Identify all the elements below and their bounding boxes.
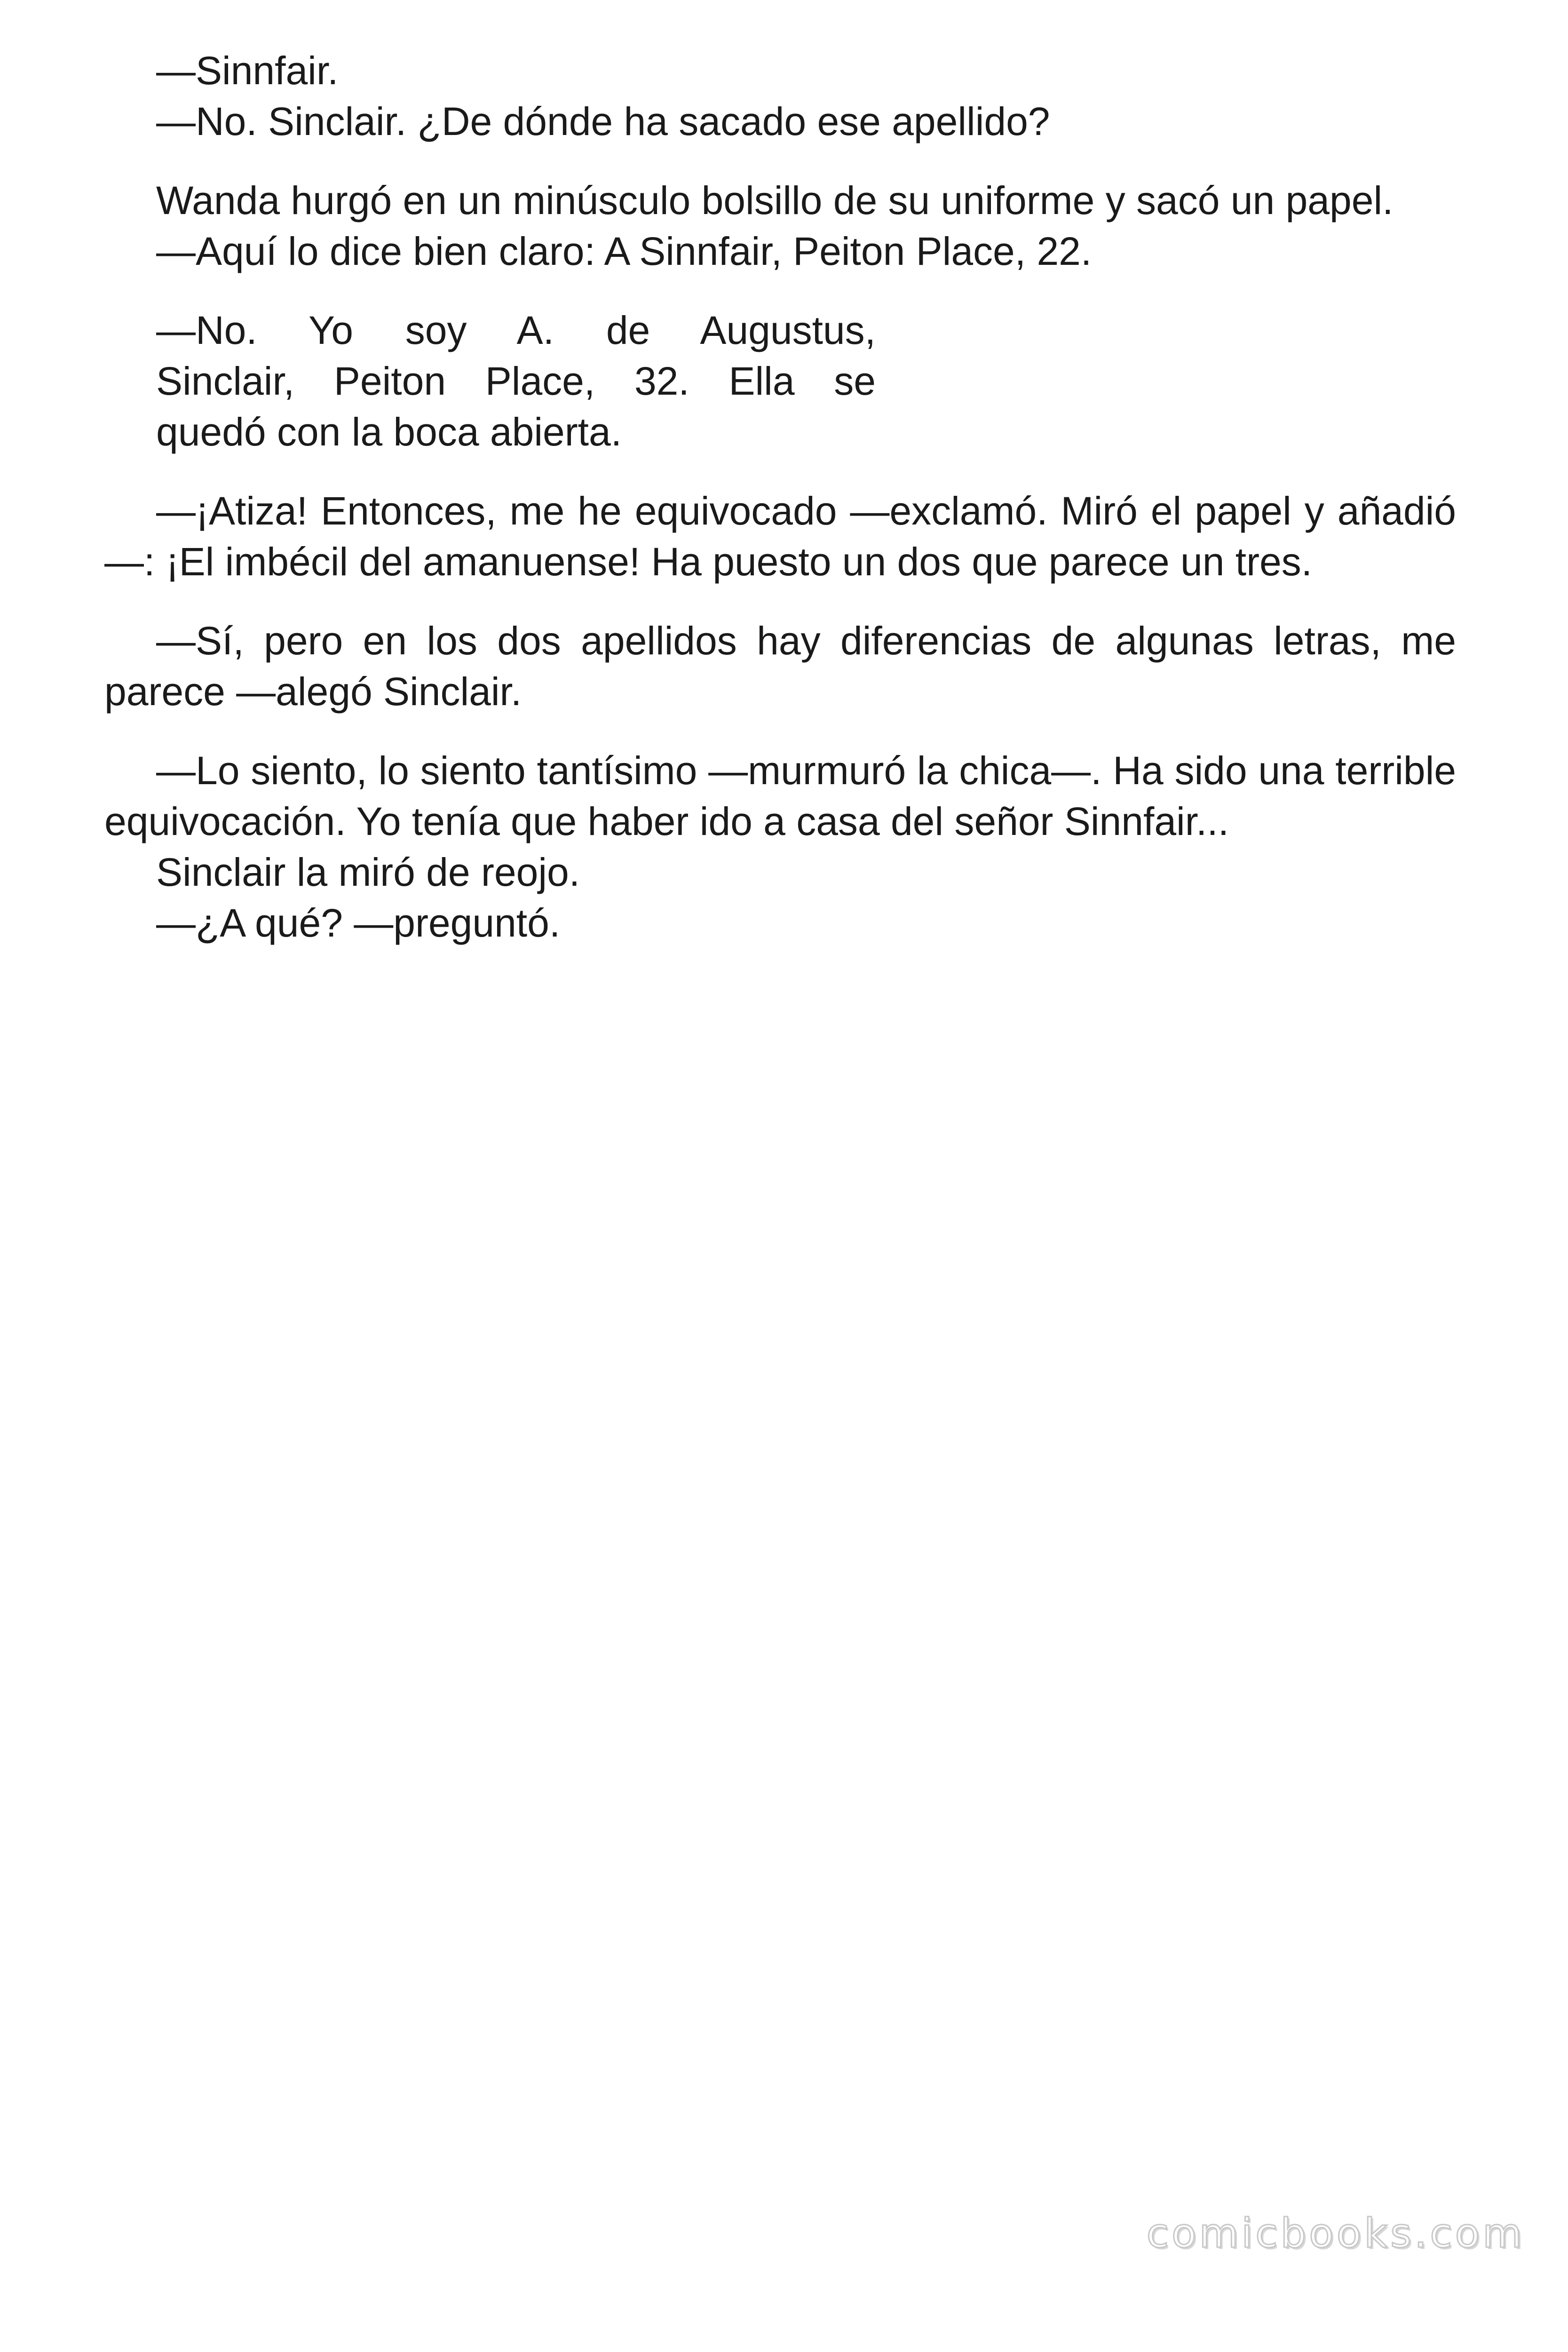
paragraph-narrow-line: —No. Yo soy A. de Augustus, [156, 308, 876, 352]
paragraph-narrow-line: quedó con la boca abierta. [156, 410, 622, 454]
paragraph: —Lo siento, lo siento tantísimo —murmuró la chica—. Ha sido una terrible equivocación. Yo tenía que haber ido a casa del señor Sinnfair... [104, 748, 1456, 843]
dialogue-line: —Aquí lo dice bien claro: A Sinnfair, Peiton Place, 22. [156, 229, 1092, 273]
paragraph: —Sí, pero en los dos apellidos hay diferencias de algunas letras, me parece —alegó Sinclair. [104, 619, 1456, 714]
page-text [104, 45, 1456, 948]
watermark-logo: comicbooks.com [1146, 2210, 1525, 2257]
dialogue-line: —No. Sinclair. ¿De dónde ha sacado ese apellido? [156, 99, 1050, 143]
paragraph: Wanda hurgó en un minúsculo bolsillo de su uniforme y sacó un papel. [156, 178, 1394, 222]
paragraph-narrow-line: Sinclair, Peiton Place, 32. Ella se [156, 359, 876, 403]
paragraph: —¡Atiza! Entonces, me he equivocado —exclamó. Miró el papel y añadió—: ¡El imbécil del amanuense! Ha puesto un dos que parece un tres. [104, 489, 1456, 584]
dialogue-line: Sinclair la miró de reojo. [156, 850, 580, 894]
dialogue-line: —Sinnfair. [156, 48, 339, 93]
dialogue-line: —¿A qué? —preguntó. [156, 901, 561, 945]
